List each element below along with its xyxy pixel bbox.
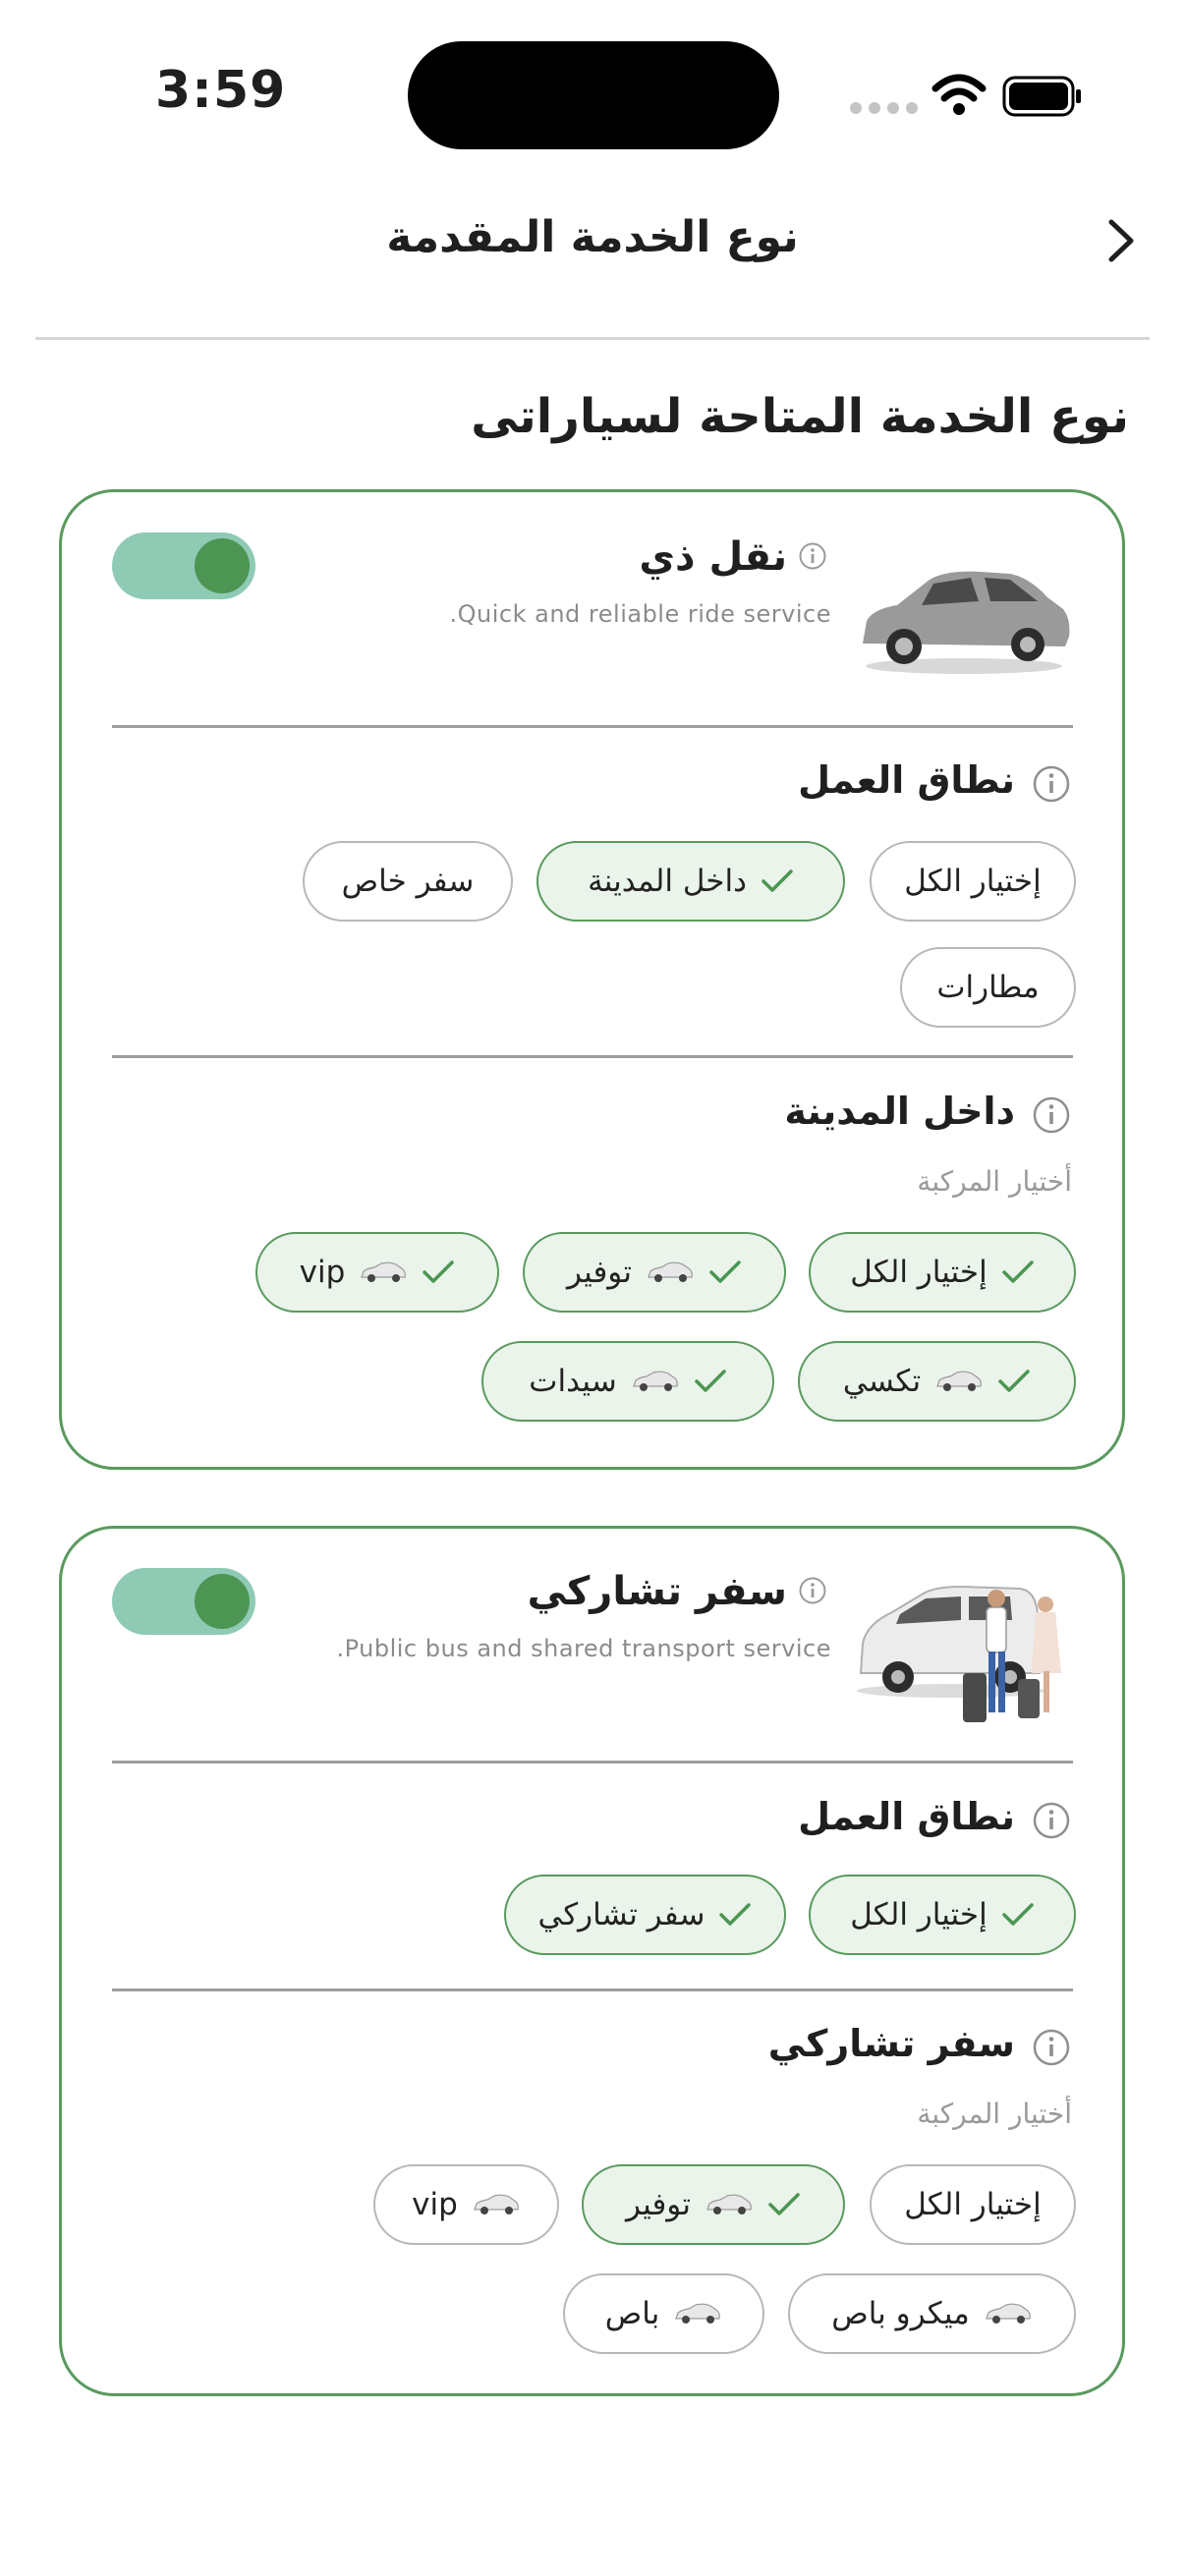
check-icon: [1001, 1260, 1035, 1285]
sedan-car-image: [853, 550, 1075, 678]
chip-vehicle-ladies[interactable]: [481, 1341, 774, 1422]
chip-vehicle-select-all[interactable]: [870, 2164, 1076, 2245]
work-scope-title: نطاق العمل: [798, 758, 1015, 802]
chip-shared-travel[interactable]: [504, 1875, 786, 1955]
car-icon: [646, 1260, 695, 1284]
check-icon: [694, 1369, 727, 1394]
section-divider: [112, 1761, 1073, 1764]
toggle-knob: [195, 538, 250, 593]
info-icon[interactable]: [798, 1576, 827, 1605]
info-icon[interactable]: [1032, 1095, 1071, 1135]
car-icon: [673, 2302, 722, 2325]
chip-label: مطارات: [936, 970, 1040, 1005]
chip-label: داخل المدينة: [588, 864, 747, 899]
vehicle-hint: أختيار المركبة: [917, 1165, 1072, 1198]
car-icon: [631, 1370, 680, 1393]
info-icon[interactable]: [1032, 2028, 1071, 2067]
chip-label: إختيار الكل: [904, 2187, 1042, 2222]
dynamic-island: [408, 41, 779, 149]
section-divider: [112, 725, 1073, 728]
chip-label: باص: [604, 2296, 660, 2331]
info-icon[interactable]: [1032, 764, 1071, 804]
section-divider: [112, 1988, 1073, 1991]
chip-vehicle-economy[interactable]: [523, 1232, 786, 1313]
chip-label: سفر خاص: [341, 864, 475, 899]
check-icon: [708, 1260, 742, 1285]
chip-vehicle-economy[interactable]: [582, 2164, 845, 2245]
chip-label: إختيار الكل: [850, 1897, 988, 1932]
info-icon[interactable]: [1032, 1801, 1071, 1840]
service-toggle[interactable]: [112, 532, 255, 599]
service-subtitle: .Quick and reliable ride service: [449, 600, 831, 628]
chip-label: سيدات: [529, 1364, 617, 1399]
car-icon: [984, 2302, 1033, 2325]
chip-vehicle-minibus[interactable]: [788, 2273, 1076, 2354]
service-title: نقل ذي: [639, 534, 787, 580]
chip-select-all[interactable]: [809, 1875, 1076, 1955]
car-icon: [934, 1370, 984, 1393]
status-time: 3:59: [155, 61, 287, 120]
service-title: سفر تشاركي: [527, 1569, 787, 1614]
chip-label: إختيار الكل: [904, 864, 1042, 899]
toggle-knob: [195, 1574, 250, 1629]
vehicle-section-title: داخل المدينة: [784, 1090, 1015, 1133]
chip-label: ميكرو باص: [831, 2296, 970, 2331]
check-icon: [761, 868, 794, 894]
check-icon: [997, 1369, 1031, 1394]
service-subtitle: .Public bus and shared transport service: [336, 1635, 831, 1662]
chip-vehicle-vip[interactable]: [255, 1232, 499, 1313]
chip-inside-city[interactable]: [536, 841, 845, 922]
chip-private-travel[interactable]: [303, 841, 513, 922]
cellular-signal-icon: [850, 102, 918, 114]
chip-label: vip: [412, 2187, 458, 2222]
header-divider: [35, 337, 1150, 340]
section-title: نوع الخدمة المتاحة لسياراتى: [471, 389, 1129, 444]
info-icon[interactable]: [798, 541, 827, 571]
chip-vehicle-vip[interactable]: [373, 2164, 559, 2245]
chip-label: توفير: [626, 2187, 691, 2222]
chip-vehicle-bus[interactable]: [563, 2273, 764, 2354]
check-icon: [422, 1260, 455, 1285]
chip-label: سفر تشاركي: [537, 1897, 705, 1932]
service-toggle[interactable]: [112, 1568, 255, 1635]
section-divider: [112, 1055, 1073, 1058]
check-icon: [767, 2192, 801, 2217]
chip-vehicle-select-all[interactable]: [809, 1232, 1076, 1313]
check-icon: [1001, 1902, 1035, 1928]
car-icon: [359, 1260, 408, 1284]
work-scope-title: نطاق العمل: [798, 1795, 1015, 1838]
van-with-travelers-image: [853, 1575, 1075, 1732]
page-title: نوع الخدمة المقدمة: [386, 212, 799, 262]
car-icon: [705, 2193, 754, 2216]
battery-icon: [1002, 76, 1083, 117]
chip-vehicle-taxi[interactable]: [798, 1341, 1076, 1422]
check-icon: [718, 1902, 752, 1928]
chip-label: تكسي: [842, 1364, 922, 1399]
chip-label: إختيار الكل: [850, 1255, 988, 1290]
wifi-icon: [931, 73, 987, 116]
chip-label: vip: [299, 1255, 346, 1290]
car-icon: [472, 2193, 521, 2216]
chip-select-all[interactable]: [870, 841, 1076, 922]
chip-label: توفير: [567, 1255, 632, 1290]
vehicle-hint: أختيار المركبة: [917, 2098, 1072, 2130]
vehicle-section-title: سفر تشاركي: [767, 2022, 1015, 2065]
chip-airports[interactable]: [900, 947, 1076, 1028]
